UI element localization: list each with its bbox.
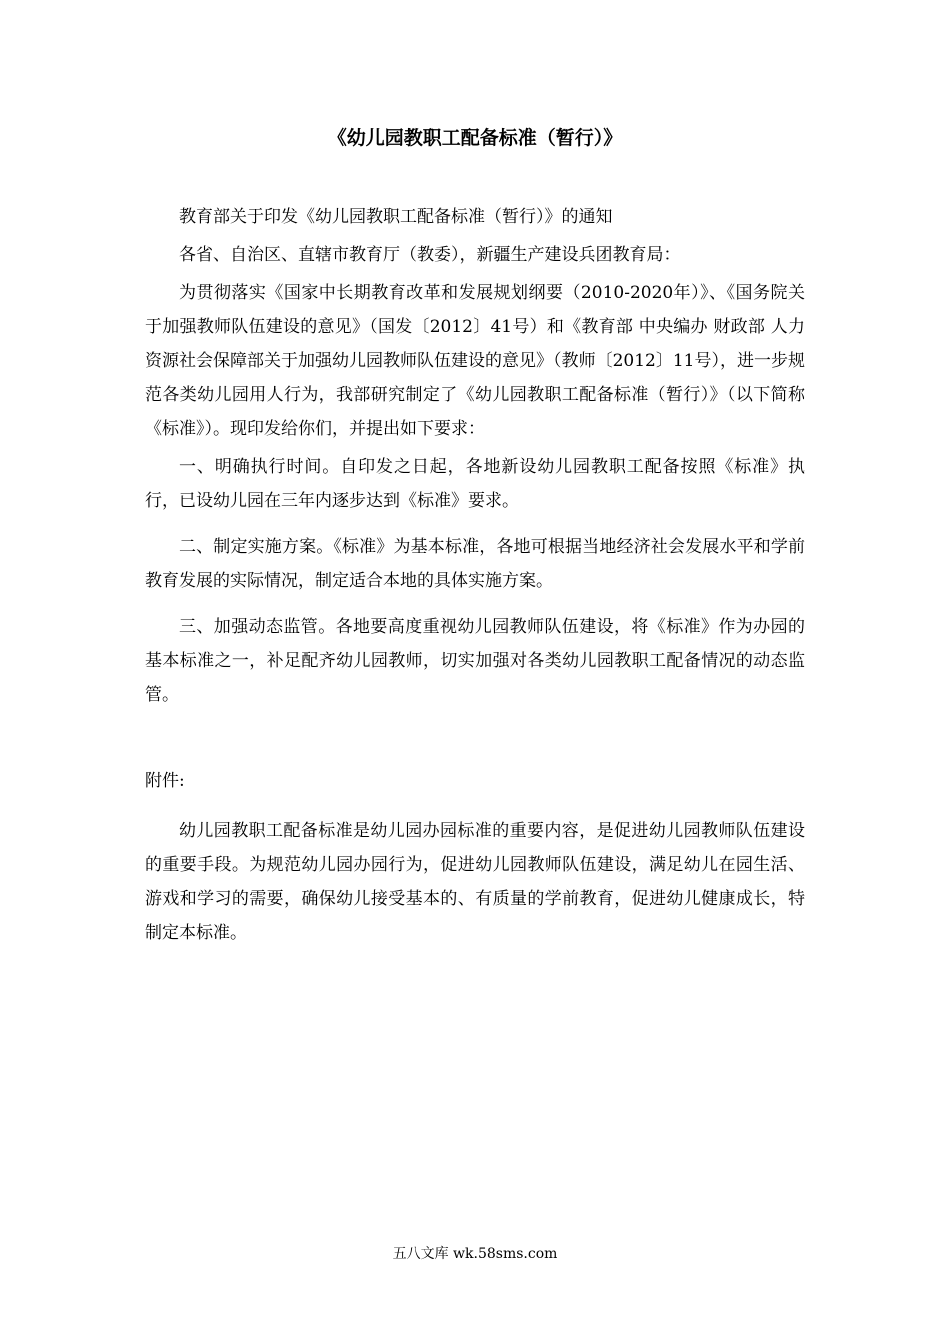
intro-paragraph: 为贯彻落实《国家中长期教育改革和发展规划纲要（2010-2020年）》、《国务院关于加强教师队伍建设的意见》（国发〔2012〕41号）和《教育部 中央编办 财政部 人力资源社会保障部关于加强幼儿园教师队伍建设的意见》（教师〔2012〕11号），进一步规范各类幼儿园用人行为，我部研究制定了《幼儿园教职工配备标准（暂行）》（以下简称《标准》）。现印发给你们，并提出如下要求：	[145, 283, 805, 439]
requirement-paragraph-1: 一、明确执行时间。自印发之日起，各地新设幼儿园教职工配备按照《标准》执行，已设幼儿园在三年内逐步达到《标准》要求。	[145, 457, 805, 511]
footer-watermark: 五八文库 wk.58sms.com	[392, 1246, 558, 1262]
document-title: 《幼儿园教职工配备标准（暂行）》	[327, 127, 623, 149]
addressee-line: 各省、自治区、直辖市教育厅（教委），新疆生产建设兵团教育局：	[179, 245, 681, 265]
notice-title: 教育部关于印发《幼儿园教职工配备标准（暂行）》的通知	[179, 207, 613, 227]
requirement-paragraph-2: 二、制定实施方案。《标准》为基本标准，各地可根据当地经济社会发展水平和学前教育发展的实际情况，制定适合本地的具体实施方案。	[145, 537, 805, 591]
document-body	[145, 200, 805, 962]
attachment-paragraph: 幼儿园教职工配备标准是幼儿园办园标准的重要内容，是促进幼儿园教师队伍建设的重要手段。为规范幼儿园办园行为，促进幼儿园教师队伍建设，满足幼儿在园生活、游戏和学习的需要，确保幼儿接受基本的、有质量的学前教育，促进幼儿健康成长，特制定本标准。	[145, 821, 805, 943]
attachment-label: 附件:	[145, 771, 185, 791]
requirement-paragraph-3: 三、加强动态监管。各地要高度重视幼儿园教师队伍建设，将《标准》作为办园的基本标准之一，补足配齐幼儿园教师，切实加强对各类幼儿园教职工配备情况的动态监管。	[145, 617, 805, 705]
